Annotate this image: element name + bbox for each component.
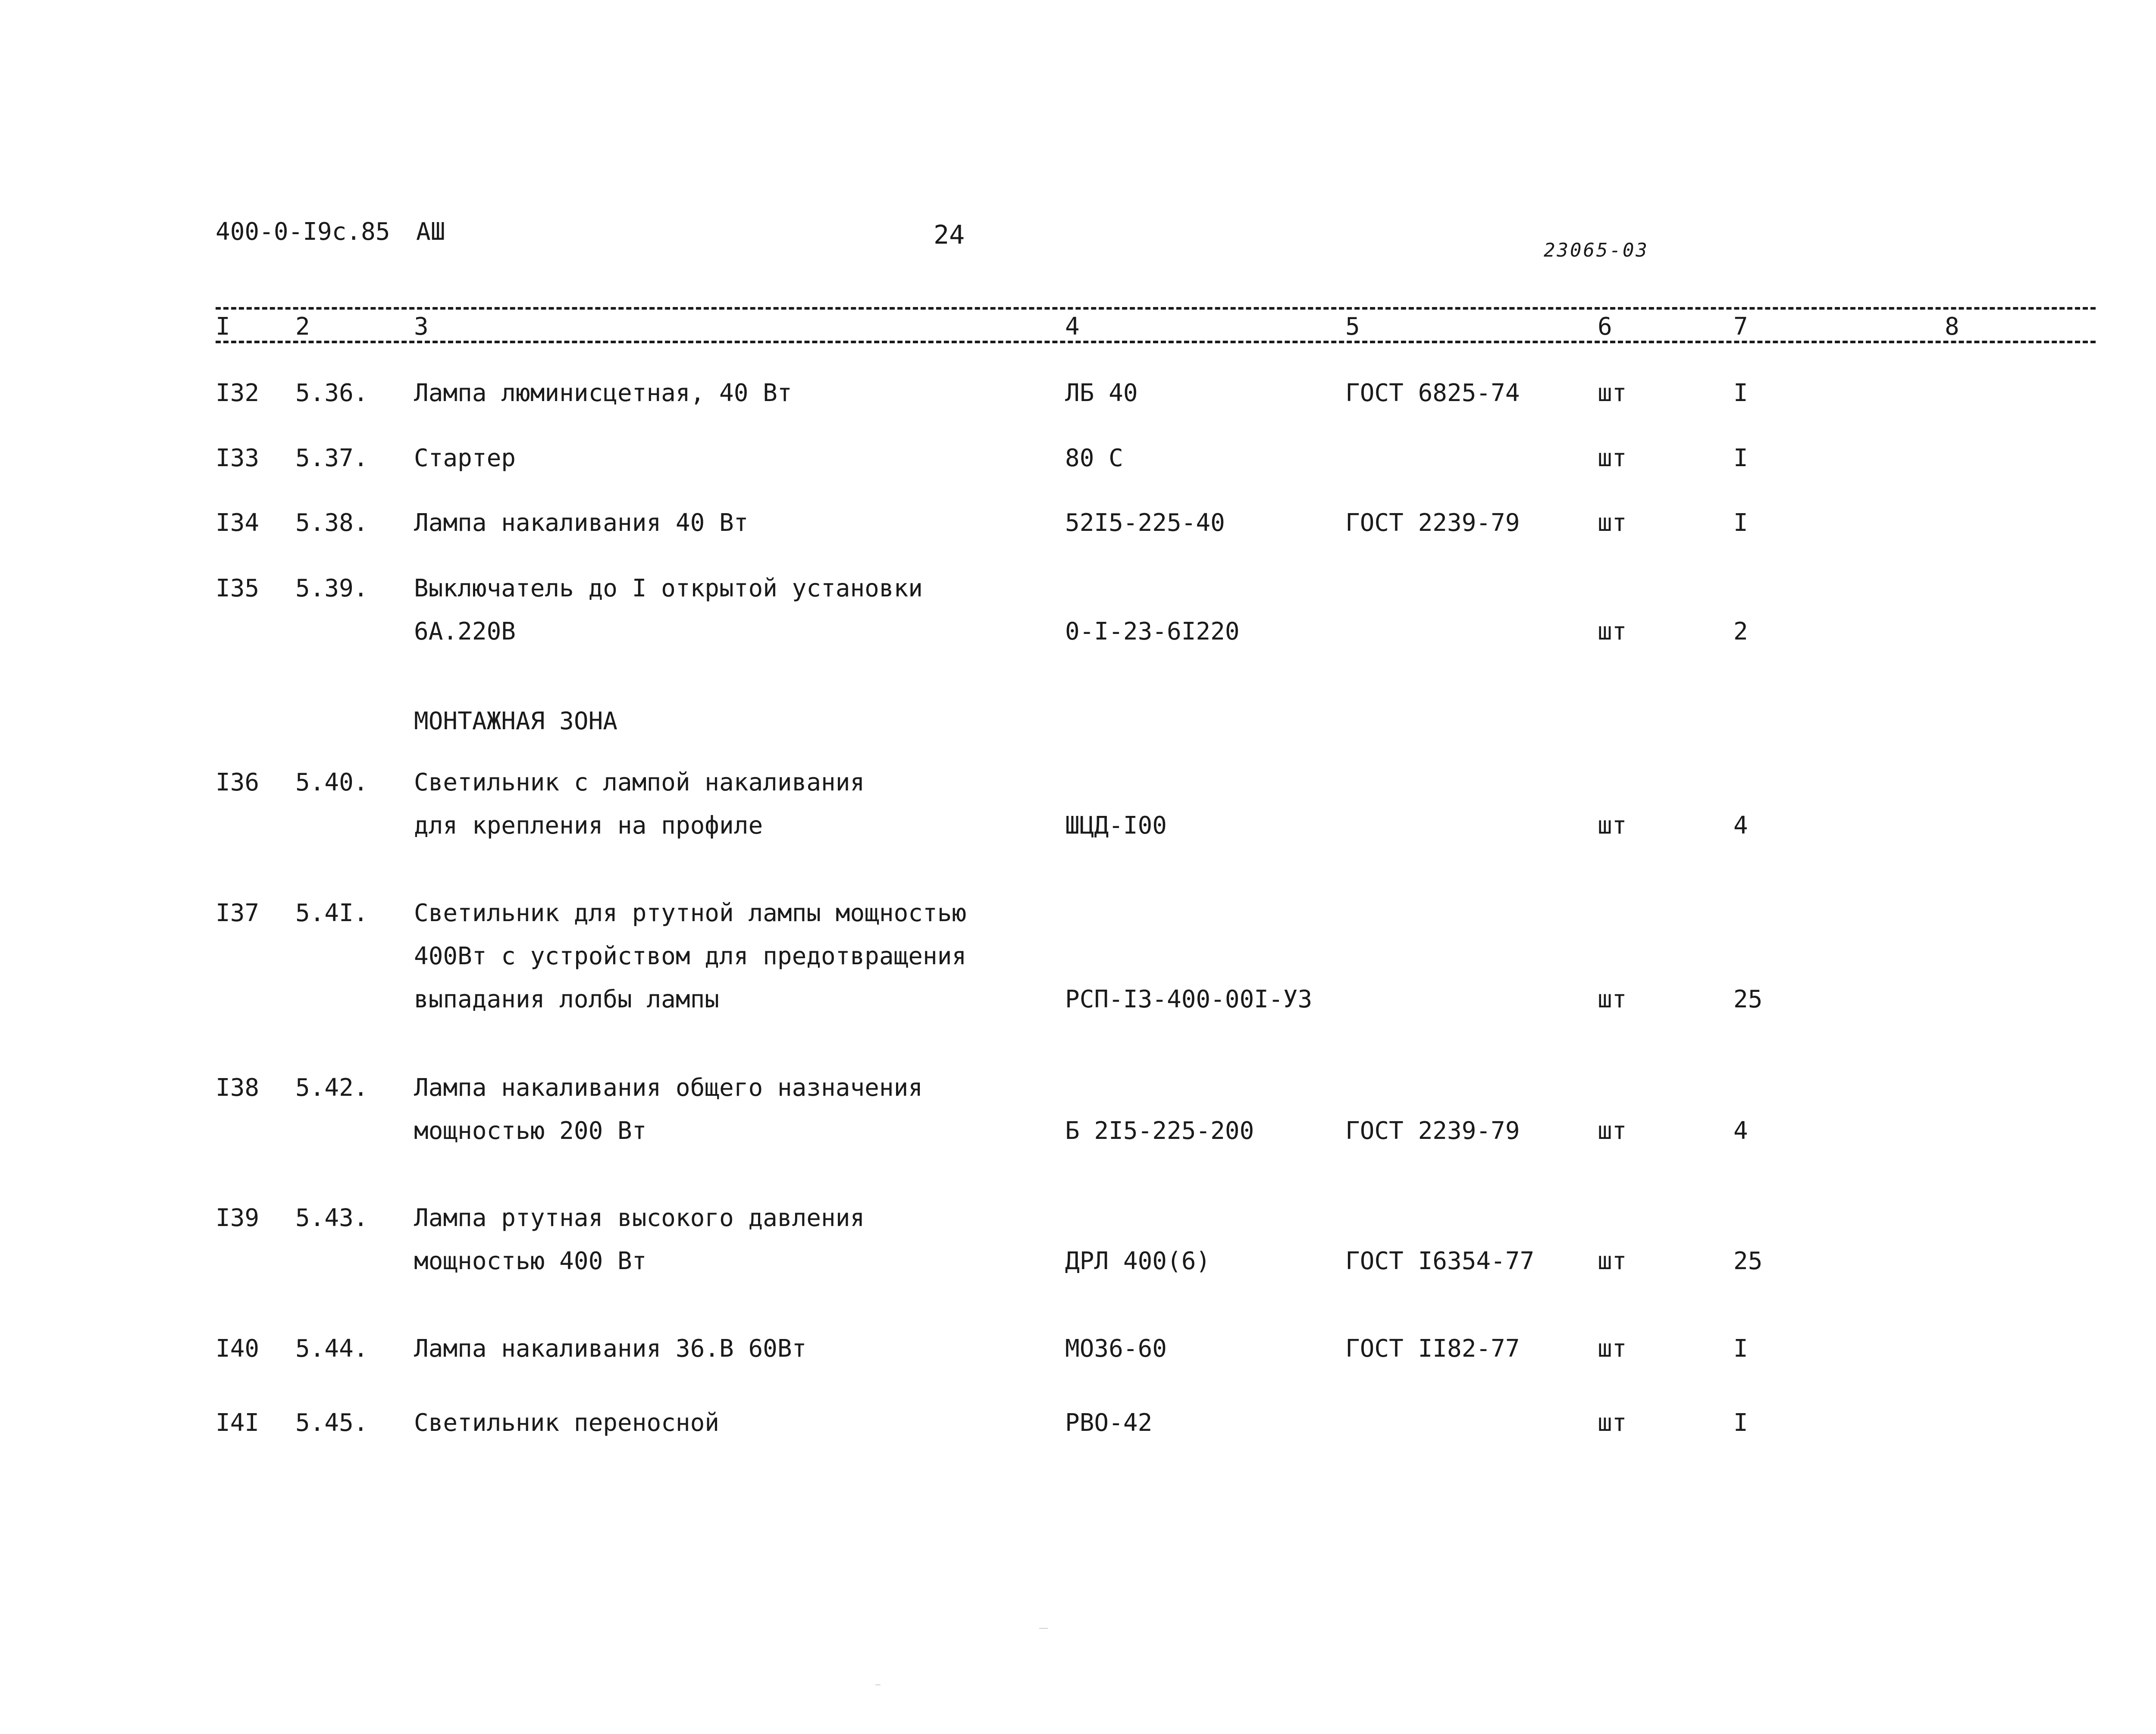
row-number: I38 (216, 1074, 260, 1102)
type-designation: 80 С (1065, 444, 1123, 472)
column-number-5: 5 (1345, 313, 1364, 341)
type-designation: МО36-60 (1065, 1335, 1167, 1363)
item-description: Выключатель до I открытой установки (414, 574, 923, 602)
row-number: I36 (216, 768, 260, 796)
type-designation: РВО-42 (1065, 1409, 1153, 1437)
quantity: I (1733, 1335, 1748, 1363)
item-description: Светильник переносной (414, 1409, 720, 1437)
item-number: 5.4I. (295, 899, 368, 927)
quantity: I (1733, 444, 1748, 472)
unit: шт (1598, 985, 1627, 1013)
item-description: для крепления на профиле (414, 812, 763, 840)
quantity: 2 (1733, 618, 1748, 646)
header-rule-top (216, 307, 2096, 310)
row-number: I39 (216, 1204, 260, 1232)
item-number: 5.44. (295, 1335, 368, 1363)
quantity: 25 (1733, 985, 1763, 1013)
header-rule-bottom (216, 341, 2096, 343)
quantity: 25 (1733, 1247, 1763, 1275)
row-number: I33 (216, 444, 260, 472)
item-description: выпадания лолбы лампы (414, 985, 720, 1013)
item-number: 5.39. (295, 574, 368, 602)
row-number: I40 (216, 1335, 260, 1363)
unit: шт (1598, 379, 1627, 407)
item-number: 5.42. (295, 1074, 368, 1102)
unit: шт (1598, 618, 1627, 646)
column-number-8: 8 (1945, 313, 1964, 341)
item-description: 400Вт с устройством для предотвращения (414, 942, 967, 970)
quantity: I (1733, 379, 1748, 407)
standard: ГОСТ 2239-79 (1345, 1117, 1520, 1145)
unit: шт (1598, 444, 1627, 472)
type-designation: 0-I-23-6I220 (1065, 618, 1240, 646)
unit: шт (1598, 1247, 1627, 1275)
unit: шт (1598, 1335, 1627, 1363)
document-number: 23065-03 (1544, 239, 1649, 261)
item-description: Светильник с лампой накаливания (414, 768, 865, 796)
standard: ГОСТ I6354-77 (1345, 1247, 1535, 1275)
item-description: мощностью 400 Вт (414, 1247, 647, 1275)
scan-mark (875, 1684, 881, 1685)
sheet-mark: АШ (416, 218, 445, 246)
quantity: 4 (1733, 812, 1748, 840)
item-description: Светильник для ртутной лампы мощностью (414, 899, 967, 927)
item-number: 5.37. (295, 444, 368, 472)
column-number-2: 2 (295, 313, 314, 341)
row-number: I35 (216, 574, 260, 602)
standard: ГОСТ 6825-74 (1345, 379, 1520, 407)
scan-mark (1039, 1628, 1048, 1629)
column-number-3: 3 (414, 313, 433, 341)
item-description: Лампа накаливания общего назначения (414, 1074, 923, 1102)
item-number: 5.38. (295, 509, 368, 537)
row-number: I4I (216, 1409, 260, 1437)
standard: ГОСТ 2239-79 (1345, 509, 1520, 537)
unit: шт (1598, 812, 1627, 840)
document-code: 400-0-I9c.85 (216, 218, 390, 246)
type-designation: ЛБ 40 (1065, 379, 1138, 407)
unit: шт (1598, 509, 1627, 537)
unit: шт (1598, 1117, 1627, 1145)
item-description: Стартер (414, 444, 516, 472)
item-number: 5.36. (295, 379, 368, 407)
unit: шт (1598, 1409, 1627, 1437)
item-description: Лампа люминисцетная, 40 Вт (414, 379, 792, 407)
quantity: 4 (1733, 1117, 1748, 1145)
column-number-6: 6 (1598, 313, 1617, 341)
column-number-7: 7 (1733, 313, 1752, 341)
type-designation: ШЦД-I00 (1065, 812, 1167, 840)
item-number: 5.45. (295, 1409, 368, 1437)
quantity: I (1733, 509, 1748, 537)
item-description: Лампа накаливания 40 Вт (414, 509, 749, 537)
row-number: I37 (216, 899, 260, 927)
row-number: I32 (216, 379, 260, 407)
standard: ГОСТ II82-77 (1345, 1335, 1520, 1363)
item-description: мощностью 200 Вт (414, 1117, 647, 1145)
section-title: МОНТАЖНАЯ ЗОНА (414, 707, 618, 735)
column-number-4: 4 (1065, 313, 1084, 341)
item-description: Лампа накаливания 36.В 60Вт (414, 1335, 807, 1363)
quantity: I (1733, 1409, 1748, 1437)
item-number: 5.43. (295, 1204, 368, 1232)
item-description: Лампа ртутная высокого давления (414, 1204, 865, 1232)
type-designation: ДРЛ 400(6) (1065, 1247, 1211, 1275)
page-number: 24 (934, 220, 965, 250)
type-designation: Б 2I5-225-200 (1065, 1117, 1254, 1145)
column-number-1: I (216, 313, 235, 341)
item-description: 6А.220В (414, 618, 516, 646)
item-number: 5.40. (295, 768, 368, 796)
row-number: I34 (216, 509, 260, 537)
type-designation: РСП-I3-400-00I-У3 (1065, 985, 1313, 1013)
type-designation: 52I5-225-40 (1065, 509, 1225, 537)
